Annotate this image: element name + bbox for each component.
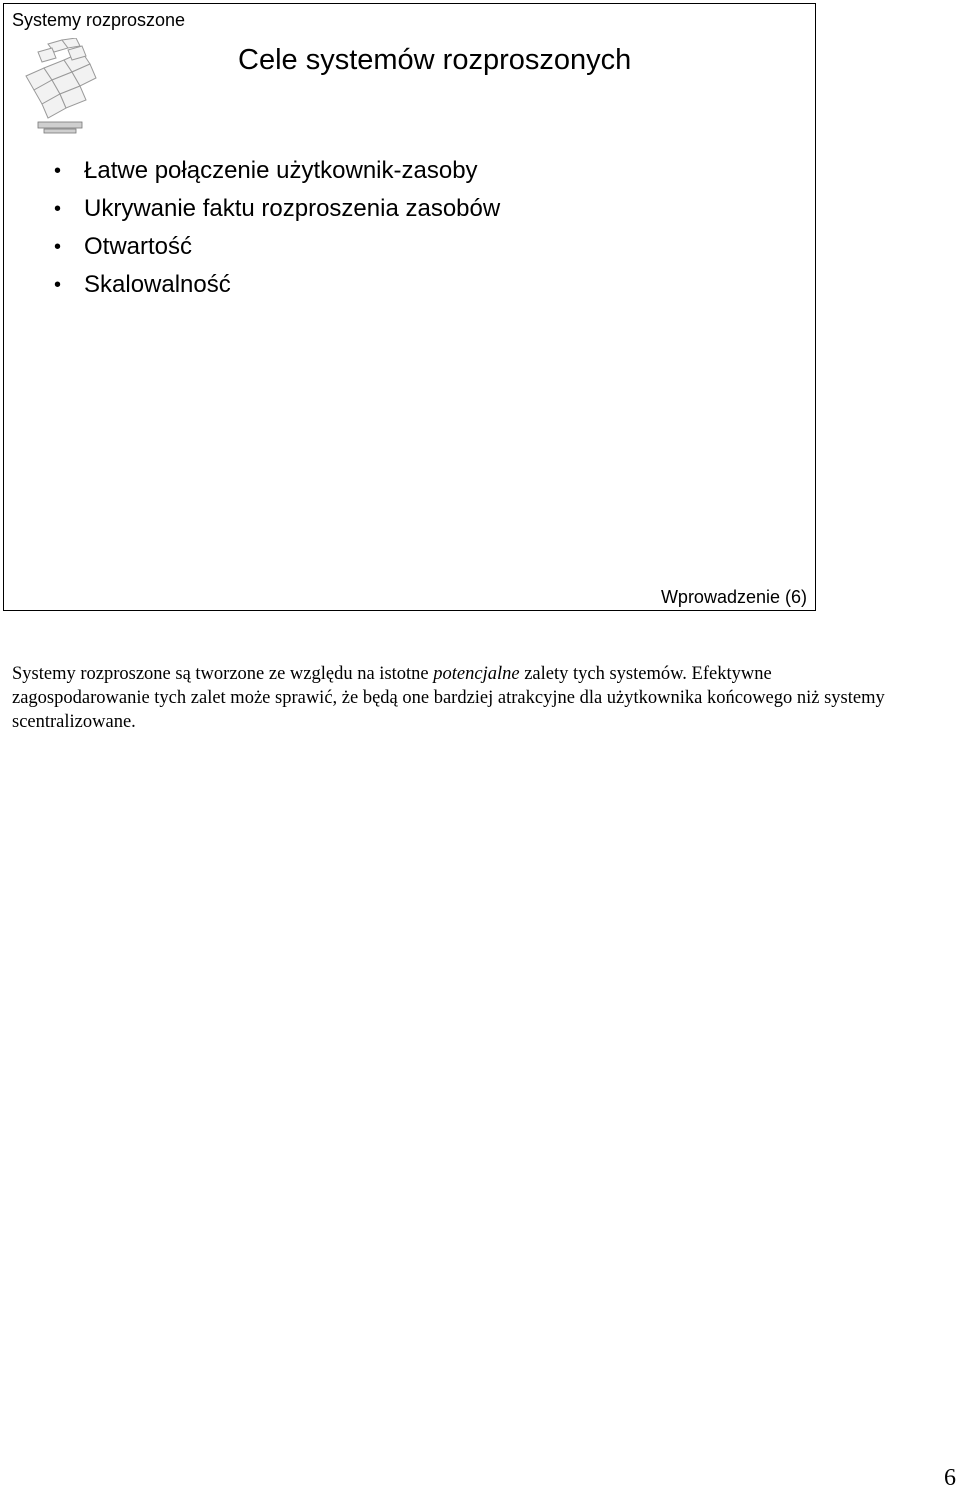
bullet-list bbox=[54, 152, 500, 304]
bullet-icon: • bbox=[54, 274, 62, 296]
notes-text: Systemy rozproszone są tworzone ze względu na istotne bbox=[12, 664, 434, 684]
slide-frame bbox=[3, 3, 816, 611]
speaker-notes bbox=[12, 662, 912, 734]
slide-footer: Wprowadzenie (6) bbox=[660, 587, 807, 607]
list-item bbox=[54, 266, 500, 304]
bullet-text: Ukrywanie faktu rozproszenia zasobów bbox=[84, 195, 501, 222]
slide-title: Cele systemów rozproszonych bbox=[238, 44, 632, 76]
bullet-icon: • bbox=[54, 198, 62, 220]
university-logo-icon bbox=[18, 38, 102, 134]
bullet-text: Otwartość bbox=[84, 233, 193, 260]
notes-emphasis: potencjalne bbox=[433, 664, 520, 684]
list-item bbox=[54, 228, 500, 266]
list-item bbox=[54, 190, 500, 228]
notes-text-cont: zalety tych systemów. Efektywne zagospodarowanie tych zalet może sprawić, że będą one bardziej atrakcyjne dla użytkownika końcowego niż systemy scentralizowane. bbox=[12, 664, 885, 732]
slide-header: Systemy rozproszone bbox=[12, 10, 186, 30]
page-number: 6 bbox=[944, 1465, 956, 1491]
bullet-text: Skalowalność bbox=[84, 271, 231, 298]
bullet-icon: • bbox=[54, 236, 62, 258]
list-item bbox=[54, 152, 500, 190]
bullet-text: Łatwe połączenie użytkownik-zasoby bbox=[84, 157, 478, 184]
bullet-icon: • bbox=[54, 160, 62, 182]
